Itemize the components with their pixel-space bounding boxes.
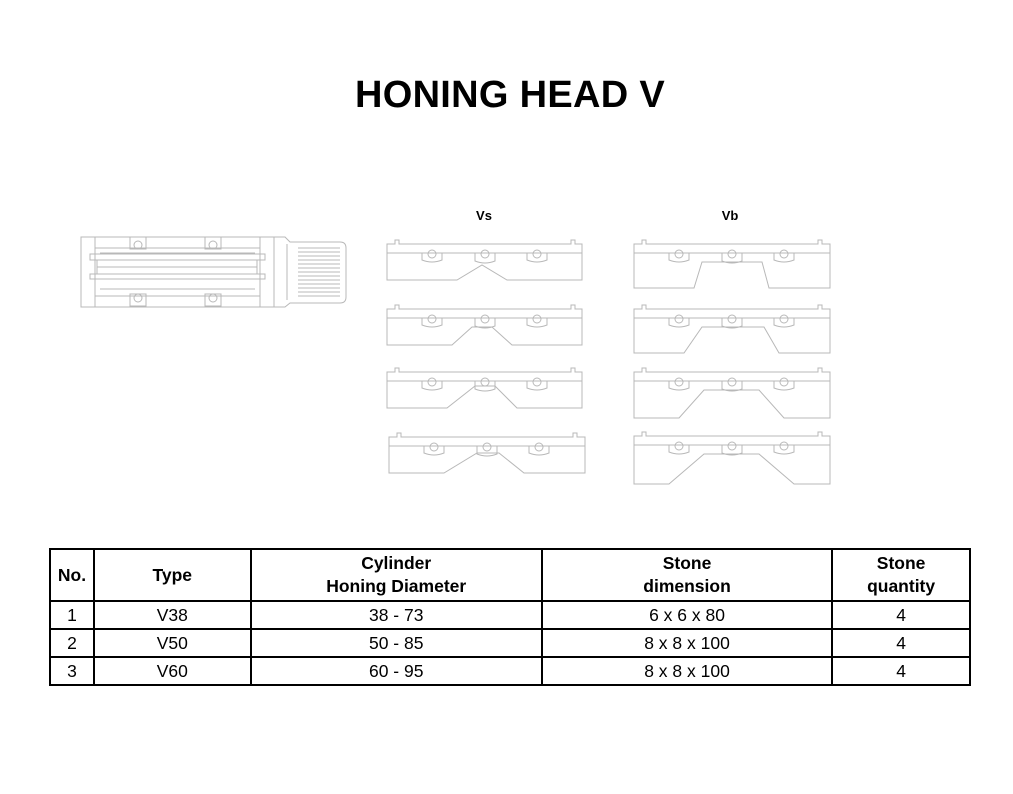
cell-stone-dimension: 8 x 8 x 100	[542, 657, 832, 685]
cell-stone-quantity: 4	[832, 657, 970, 685]
table-row	[50, 629, 970, 657]
vs-holder-2	[387, 305, 582, 345]
header-no: No.	[50, 549, 94, 601]
header-stone-dimension: Stone dimension	[542, 549, 832, 601]
cell-type: V50	[94, 629, 251, 657]
header-diameter: Cylinder Honing Diameter	[251, 549, 542, 601]
vs-column-label: Vs	[476, 208, 492, 223]
cell-stone-dimension: 8 x 8 x 100	[542, 629, 832, 657]
vb-holder-1	[634, 240, 830, 288]
vs-holder-3	[387, 368, 582, 408]
table-row	[50, 601, 970, 629]
cell-diameter: 50 - 85	[251, 629, 542, 657]
cell-type: V38	[94, 601, 251, 629]
page-title: HONING HEAD V	[354, 74, 666, 116]
vb-holder-2	[634, 305, 830, 353]
spec-table	[49, 548, 971, 686]
cell-no: 1	[50, 601, 94, 629]
cell-no: 2	[50, 629, 94, 657]
cell-type: V60	[94, 657, 251, 685]
cell-stone-quantity: 4	[832, 601, 970, 629]
cell-diameter: 38 - 73	[251, 601, 542, 629]
header-stone-quantity: Stone quantity	[832, 549, 970, 601]
vb-column-label: Vb	[721, 208, 739, 223]
cell-diameter: 60 - 95	[251, 657, 542, 685]
vb-holder-4	[634, 432, 830, 484]
cell-stone-dimension: 6 x 6 x 80	[542, 601, 832, 629]
vb-holder-3	[634, 368, 830, 418]
cell-stone-quantity: 4	[832, 629, 970, 657]
honing-head-side-view	[81, 237, 346, 307]
table-row	[50, 657, 970, 685]
vs-holder-1	[387, 240, 582, 280]
vs-holder-4	[389, 433, 585, 473]
table-header-row	[50, 549, 970, 601]
cell-no: 3	[50, 657, 94, 685]
header-type: Type	[94, 549, 251, 601]
